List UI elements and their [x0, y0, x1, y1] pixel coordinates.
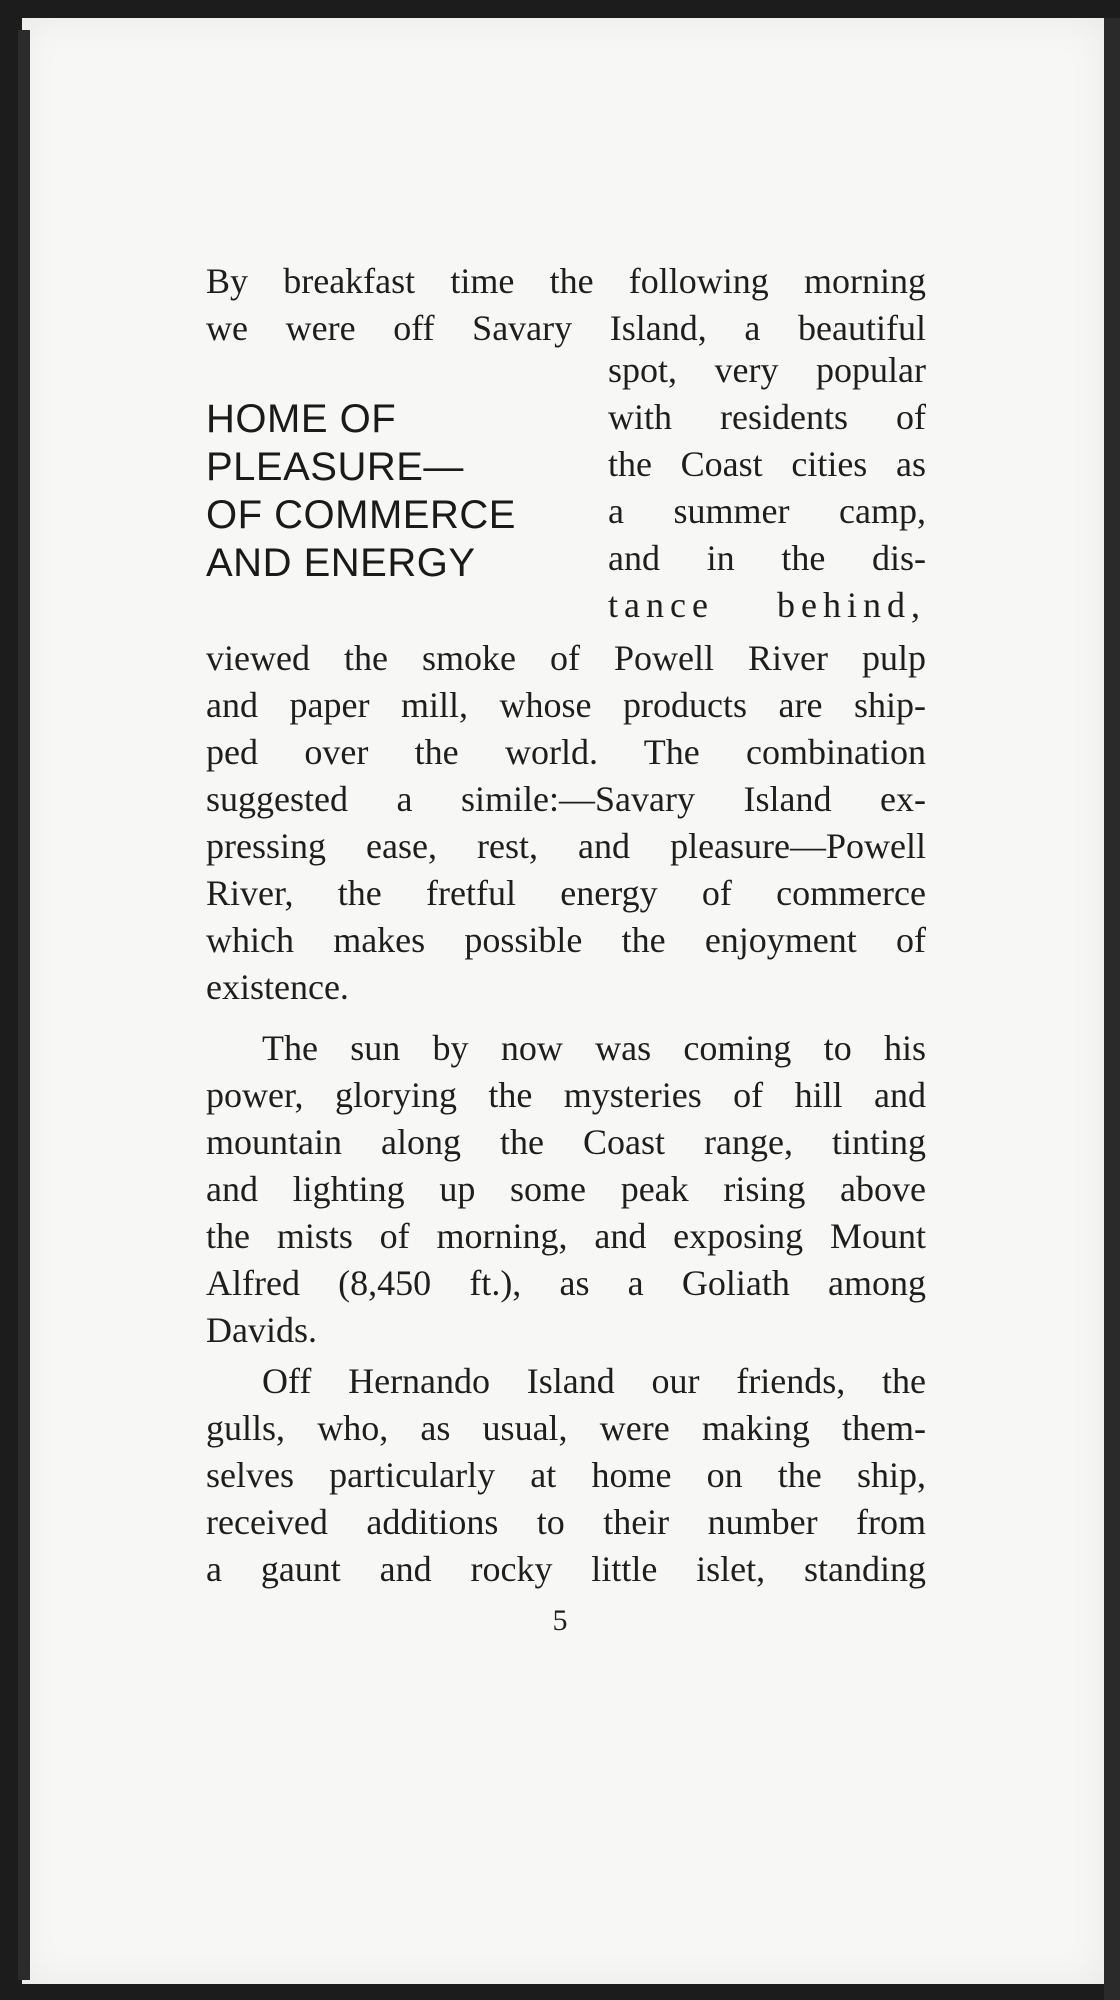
text-line: the mists of morning, and exposing Mount [206, 1216, 926, 1256]
text-line: mountain along the Coast range, tinting [206, 1122, 926, 1162]
text-line: By breakfast time the following morning [206, 261, 926, 301]
text-line: power, glorying the mysteries of hill and [206, 1075, 926, 1115]
text-line: the Coast cities as [608, 444, 926, 484]
text-line: River, the fretful energy of commerce [206, 873, 926, 913]
side-heading-line: OF COMMERCE [206, 493, 516, 537]
page-number: 5 [552, 1604, 568, 1637]
page-right-edge [1104, 18, 1120, 2000]
text-line: Off Hernando Island our friends, the [262, 1361, 926, 1401]
paragraph-3 [206, 1358, 926, 1593]
paragraph-1 [206, 635, 926, 1011]
wrapped-text-column [608, 347, 926, 629]
side-heading-line: PLEASURE— [206, 445, 464, 489]
side-heading-line: HOME OF [206, 397, 397, 441]
text-line: received additions to their number from [206, 1502, 926, 1542]
text-line: and lighting up some peak rising above [206, 1169, 926, 1209]
text-line: existence. [206, 967, 349, 1007]
text-line: we were off Savary Island, a beautiful [206, 308, 926, 348]
text-line: spot, very popular [608, 350, 926, 390]
text-line: and in the dis- [608, 538, 926, 578]
text-line: viewed the smoke of Powell River pulp [206, 638, 926, 678]
text-line: and paper mill, whose products are ship- [206, 685, 926, 725]
text-line: with residents of [608, 397, 926, 437]
intro-text [206, 258, 926, 352]
text-line: tance behind, [608, 585, 926, 625]
text-line: The sun by now was coming to his [262, 1028, 926, 1068]
text-line: pressing ease, rest, and pleasure—Powell [206, 826, 926, 866]
book-spine-edge [18, 30, 30, 1980]
text-line: which makes possible the enjoyment of [206, 920, 926, 960]
text-line: selves particularly at home on the ship, [206, 1455, 926, 1495]
text-line: Alfred (8,450 ft.), as a Goliath among [206, 1263, 926, 1303]
side-heading [206, 395, 516, 587]
text-line: gulls, who, as usual, were making them- [206, 1408, 926, 1448]
text-line: a gaunt and rocky little islet, standing [206, 1549, 926, 1589]
side-heading-line: AND ENERGY [206, 541, 476, 585]
paragraph-2 [206, 1025, 926, 1354]
text-line: suggested a simile:—Savary Island ex- [206, 779, 926, 819]
text-line: Davids. [206, 1310, 317, 1350]
text-line: a summer camp, [608, 491, 926, 531]
text-line: ped over the world. The combination [206, 732, 926, 772]
